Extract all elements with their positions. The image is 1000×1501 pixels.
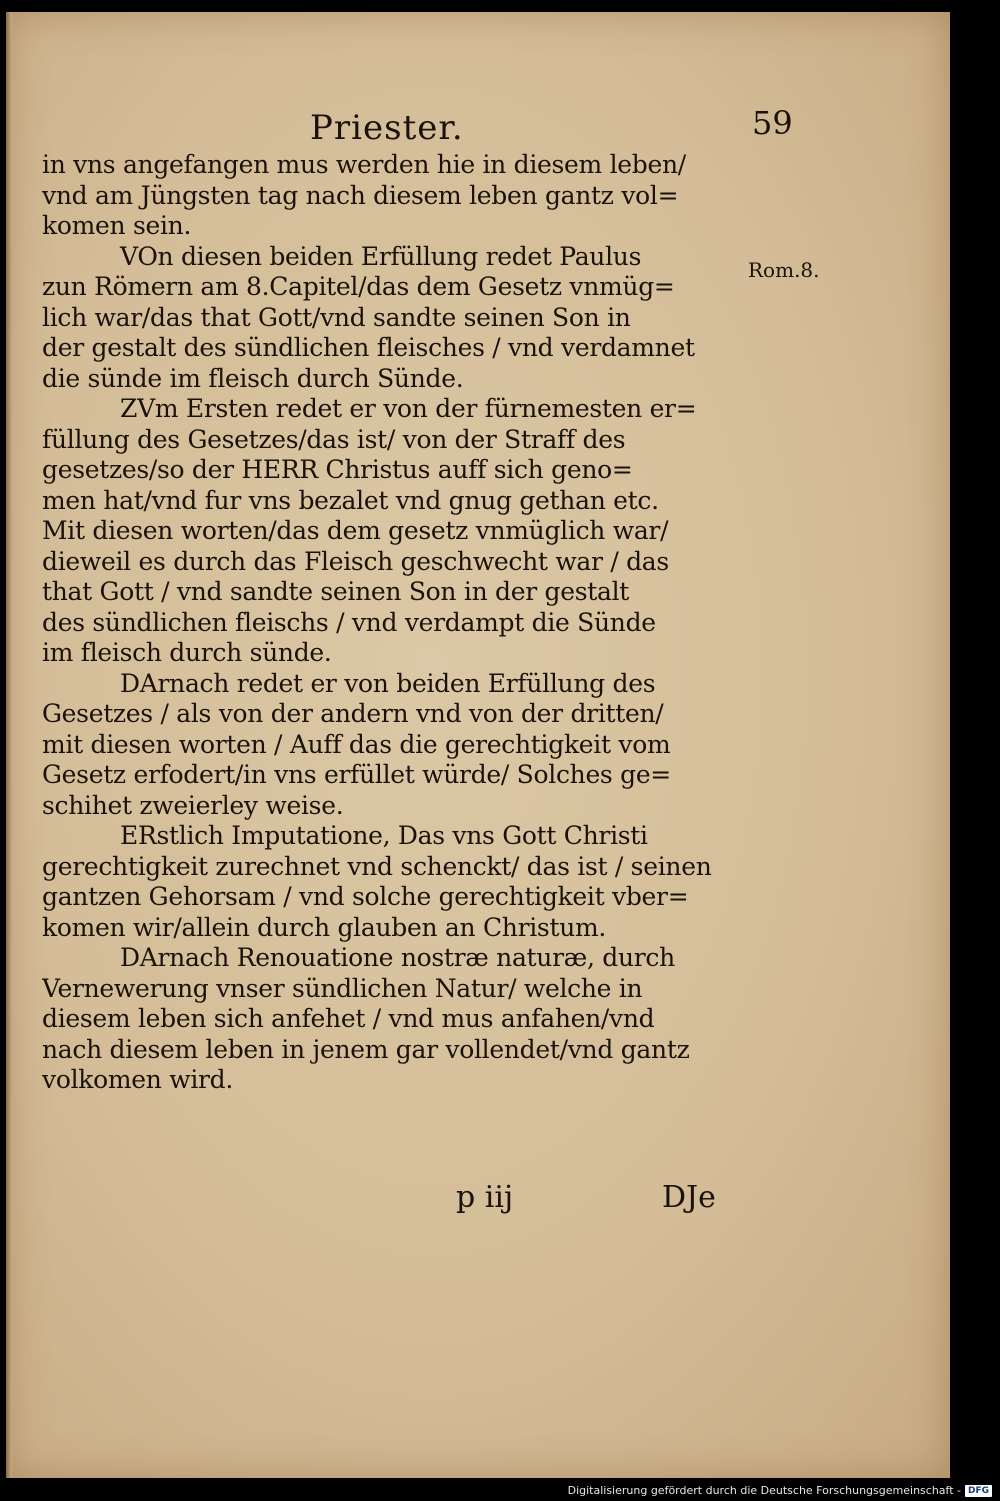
text-line: DArnach Renouatione nostræ naturæ, durch [120,943,675,972]
text-line: komen wir/allein durch glauben an Christum. [42,912,607,942]
text-line: dieweil es durch das Fleisch geschwecht war / das [42,546,669,576]
margin-note: Rom.8. [748,258,820,282]
text-line: schihet zweierley weise. [42,790,344,820]
text-line: Gesetzes / als von der andern vnd von der dritten/ [42,699,664,728]
text-line: nach diesem leben in jenem gar vollendet/vnd gantz [42,1034,690,1064]
text-line: die sünde im fleisch durch Sünde. [42,363,464,393]
text-line: Vernewerung vnser sündlichen Natur/ welche in [42,973,643,1003]
text-line: volkomen wird. [42,1065,234,1094]
running-head: Priester. [310,108,464,148]
text-line: der gestalt des sündlichen fleisches / vnd verdamnet [42,333,695,362]
text-line: men hat/vnd fur vns bezalet vnd gnug gethan etc. [42,485,659,515]
catchword: DJe [662,1180,716,1215]
page-number: 59 [752,104,793,142]
credit-text: Digitalisierung gefördert durch die Deutsche Forschungsgemeinschaft - [567,1484,961,1497]
text-line: gantzen Gehorsam / vnd solche gerechtigkeit vber= [42,882,689,911]
text-line: des sündlichen fleischs / vnd verdampt die Sünde [42,607,656,637]
page-edge [6,12,12,1478]
dfg-logo: DFG [965,1485,992,1497]
text-line: mit diesen worten / Auff das die gerechtigkeit vom [42,729,671,759]
text-line: Mit diesen worten/das dem gesetz vnmüglich war/ [42,516,669,545]
text-line: vnd am Jüngsten tag nach diesem leben gantz vol= [42,180,679,210]
signature-mark: p iij [456,1180,514,1215]
body-text [42,150,742,1096]
text-line: ZVm Ersten redet er von der fürnemesten er= [120,394,697,423]
text-line: im fleisch durch sünde. [42,638,332,667]
text-line: gesetzes/so der HERR Christus auff sich geno= [42,455,633,484]
text-line: Gesetz erfodert/in vns erfüllet würde/ Solches ge= [42,760,671,789]
text-line: DArnach redet er von beiden Erfüllung des [120,668,656,698]
digitization-credit [568,1484,992,1497]
text-line: in vns angefangen mus werden hie in diesem leben/ [42,150,686,179]
text-line: gerechtigkeit zurechnet vnd schenckt/ das ist / seinen [42,851,712,881]
text-line: zun Römern am 8.Capitel/das dem Gesetz vnmüg= [42,272,675,301]
text-line: ERstlich Imputatione, Das vns Gott Christi [120,821,648,850]
text-line: diesem leben sich anfehet / vnd mus anfahen/vnd [42,1004,655,1033]
text-line: komen sein. [42,211,192,240]
text-line: that Gott / vnd sandte seinen Son in der gestalt [42,577,630,606]
text-line: füllung des Gesetzes/das ist/ von der Straff des [42,424,626,454]
text-line: lich war/das that Gott/vnd sandte seinen Son in [42,302,631,332]
text-line: VOn diesen beiden Erfüllung redet Paulus [120,241,642,271]
